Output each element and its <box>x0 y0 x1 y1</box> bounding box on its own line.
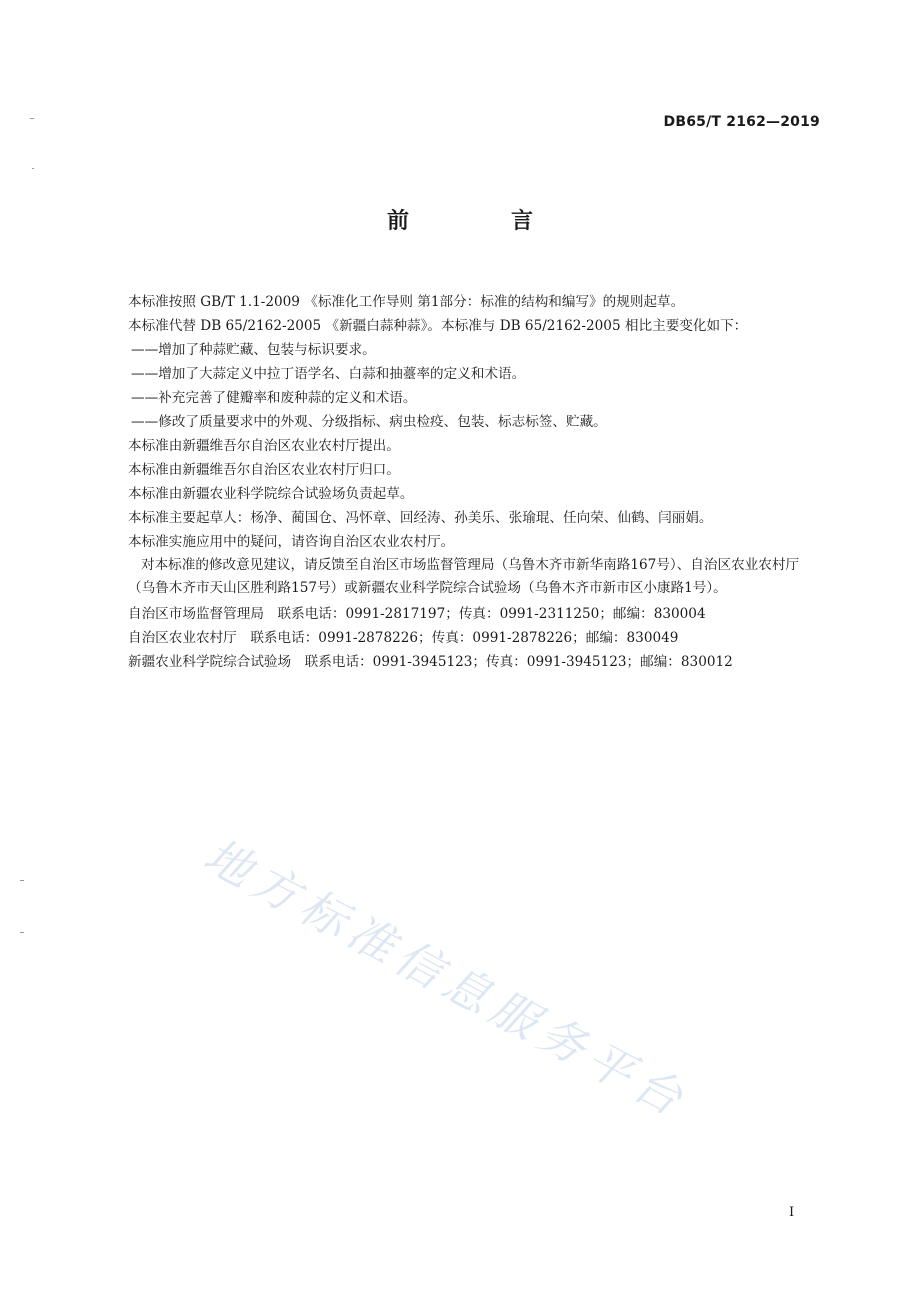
paragraph: 本标准由新疆维吾尔自治区农业农村厅归口。 <box>128 462 400 478</box>
change-item: ——增加了种蒜贮藏、包装与标识要求。 <box>131 342 376 358</box>
page-number: I <box>789 1205 795 1220</box>
foreword-body <box>128 290 820 674</box>
page-title: 前 言 <box>386 209 573 234</box>
change-item: ——修改了质量要求中的外观、分级指标、病虫检疫、包装、标志标签、贮藏。 <box>131 414 607 430</box>
scan-speck <box>30 118 34 119</box>
paragraph: 本标准实施应用中的疑问，请咨询自治区农业农村厅。 <box>128 534 455 550</box>
feedback-paragraph: 对本标准的修改意见建议，请反馈至自治区市场监督管理局（乌鲁木齐市新华南路167号）、自治区农业农村厅（乌鲁木齐市天山区胜利路157号）或新疆农业科学院综合试验场（乌鲁木齐市新市区小康路1号）。 <box>128 557 800 596</box>
watermark: 地方标准信息服务平台 <box>195 827 698 1130</box>
paragraph: 本标准由新疆维吾尔自治区农业农村厅提出。 <box>128 438 400 454</box>
change-item: ——增加了大蒜定义中拉丁语学名、白蒜和抽薹率的定义和术语。 <box>131 366 526 382</box>
paragraph: 本标准按照 GB/T 1.1-2009 《标准化工作导则 第1部分：标准的结构和编写》的规则起草。 <box>128 294 685 310</box>
scan-speck <box>20 932 24 933</box>
contact-line: 新疆农业科学院综合试验场 联系电话：0991-3945123；传真：0991-3945123；邮编：830012 <box>128 654 733 670</box>
paragraph: 本标准由新疆农业科学院综合试验场负责起草。 <box>128 486 414 502</box>
scan-speck <box>32 168 34 169</box>
document-code: DB65/T 2162—2019 <box>663 114 820 130</box>
contact-line: 自治区市场监督管理局 联系电话：0991-2817197；传真：0991-2311250；邮编：830004 <box>128 606 706 622</box>
paragraph: 本标准代替 DB 65/2162-2005 《新疆白蒜种蒜》。本标准与 DB 65/2162-2005 相比主要变化如下： <box>128 318 748 334</box>
scan-speck <box>20 880 24 881</box>
change-item: ——补充完善了健瓣率和废种蒜的定义和术语。 <box>131 390 417 406</box>
drafters-paragraph: 本标准主要起草人：杨净、蔺国仓、冯怀章、回经涛、孙美乐、张瑜琨、任向荣、仙鹤、闫丽娟。 <box>128 510 713 526</box>
contact-line: 自治区农业农村厅 联系电话：0991-2878226；传真：0991-2878226；邮编：830049 <box>128 630 679 646</box>
